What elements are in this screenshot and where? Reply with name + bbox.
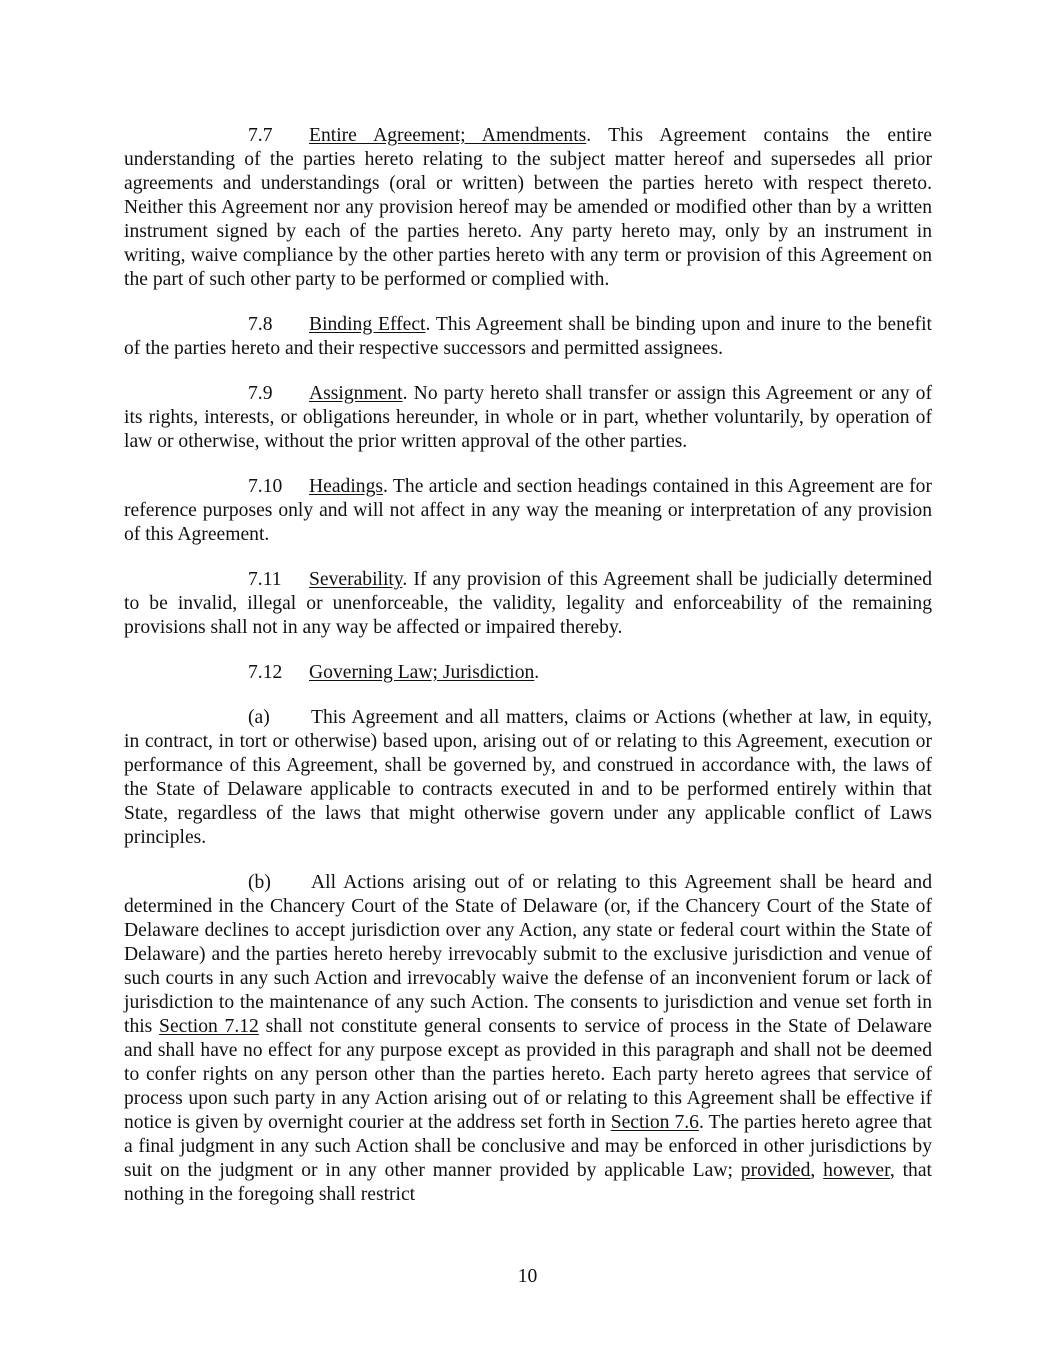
section-number: 7.11 bbox=[248, 569, 282, 590]
section-7-12 bbox=[124, 661, 932, 685]
section-heading: Severability bbox=[309, 569, 403, 590]
section-heading: Assignment bbox=[309, 383, 403, 404]
subsection-label: (a) bbox=[248, 707, 270, 728]
subsection-text: This Agreement and all matters, claims or Actions (whether at law, in equity, in contract, in tort or otherwise) based upon, arising out of or relating to this Agreement, execution or performance of this Agreement, shall be governed by, and construed in accordance with, the laws of the State of Delaware applicable to contracts executed in and to be performed entirely within that State, regardless of the laws that might otherwise govern under any applicable conflict of Laws principles. bbox=[124, 707, 932, 848]
section-text: . This Agreement contains the entire understanding of the parties hereto relating to the subject matter hereof and supersedes all prior agreements and understandings (oral or written) between the parties hereto with respect thereto. Neither this Agreement nor any provision hereof may be amended or modified other than by a written instrument signed by each of the parties hereto. Any party hereto may, only by an instrument in writing, waive compliance by the other parties hereto with any term or provision of this Agreement on the part of such other party to be performed or complied with. bbox=[124, 125, 932, 290]
document-page bbox=[124, 124, 932, 1228]
section-text: . If any provision of this Agreement shall be judicially determined to be invalid, illegal or unenforceable, the validity, legality and enforceability of the remaining provisions shall not in any way be affected or impaired thereby. bbox=[124, 569, 932, 638]
section-heading: Entire Agreement; Amendments bbox=[309, 125, 587, 146]
section-text: . The article and section headings contained in this Agreement are for reference purposes only and will not affect in any way the meaning or interpretation of any provision of this Agreement. bbox=[124, 476, 932, 545]
provided-term: provided bbox=[740, 1160, 811, 1181]
subsection-text-part: All Actions arising out of or relating to this Agreement shall be heard and determined in the Chancery Court of the State of Delaware (or, if the Chancery Court of the State of Delaware declines to accept jurisdiction over any Action, any state or federal court within the State of Delaware) and the parties hereto hereby irrevocably submit to the exclusive jurisdiction and venue of such courts in any such Action and irrevocably waive the defense of an inconvenient forum or lack of jurisdiction to the maintenance of any such Action. The consents to jurisdiction and venue set forth in this bbox=[124, 872, 932, 1037]
section-heading: Governing Law; Jurisdiction bbox=[309, 662, 535, 683]
section-text: . bbox=[534, 662, 540, 683]
subsection-text-part: , that nothing in the foregoing shall restrict bbox=[124, 1160, 932, 1205]
page-number: 10 bbox=[517, 1266, 538, 1287]
section-text: . This Agreement shall be binding upon and inure to the benefit of the parties hereto and their respective successors and permitted assignees. bbox=[124, 314, 932, 359]
subsection-7-12-b bbox=[124, 871, 932, 1207]
section-7-8 bbox=[124, 313, 932, 361]
section-7-11 bbox=[124, 568, 932, 640]
section-text: . No party hereto shall transfer or assign this Agreement or any of its rights, interests, or obligations hereunder, in whole or in part, whether voluntarily, by operation of law or otherwise, without the prior written approval of the other parties. bbox=[124, 383, 932, 452]
section-heading: Headings bbox=[309, 476, 384, 497]
section-number: 7.7 bbox=[248, 125, 273, 146]
however-term: however bbox=[823, 1160, 890, 1181]
section-reference-7-6: Section 7.6 bbox=[610, 1112, 699, 1133]
section-7-9 bbox=[124, 382, 932, 454]
subsection-text-part: . The parties hereto agree that a final judgment in any such Action shall be conclusive and may be enforced in other jurisdictions by suit on the judgment or in any other manner provided by applicable Law; bbox=[124, 1112, 932, 1181]
subsection-text-part: shall not constitute general consents to service of process in the State of Delaware and shall have no effect for any purpose except as provided in this paragraph and shall not be deemed to confer rights on any person other than the parties hereto. Each party hereto agrees that service of process upon such party in any Action arising out of or relating to this Agreement shall be effective if notice is given by overnight courier at the address set forth in bbox=[124, 1016, 932, 1133]
section-number: 7.12 bbox=[248, 662, 283, 683]
section-7-7 bbox=[124, 124, 932, 292]
section-reference-7-12: Section 7.12 bbox=[159, 1016, 259, 1037]
section-number: 7.8 bbox=[248, 314, 273, 335]
comma-separator: , bbox=[810, 1160, 824, 1181]
section-heading: Binding Effect bbox=[309, 314, 426, 335]
subsection-7-12-a bbox=[124, 706, 932, 850]
section-number: 7.10 bbox=[248, 476, 283, 497]
section-7-10 bbox=[124, 475, 932, 547]
section-number: 7.9 bbox=[248, 383, 273, 404]
subsection-label: (b) bbox=[248, 872, 271, 893]
